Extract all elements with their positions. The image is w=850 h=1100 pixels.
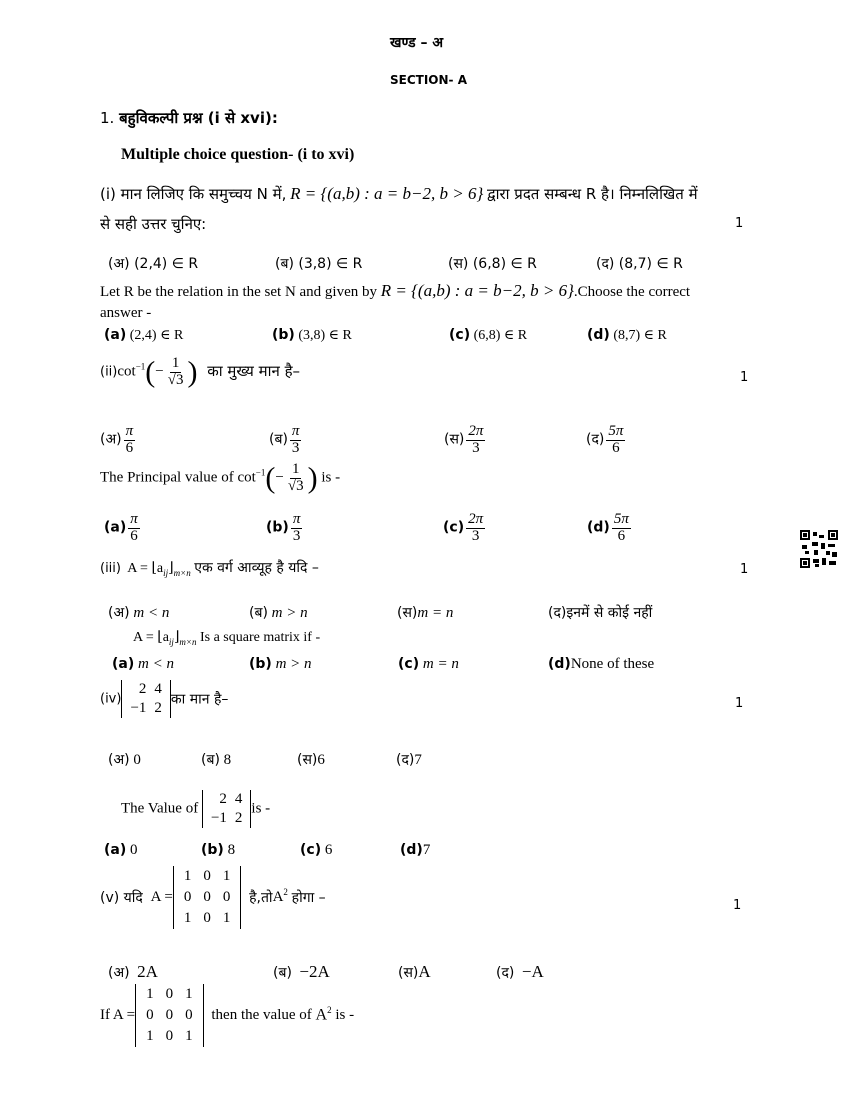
qv-hindi-option-d: (द) −A [496, 962, 544, 981]
qii-hindi-option-c: (स) $\frac{2\pi}{3}$ [444, 423, 484, 456]
qi-hindi-option-a: (अ) (2,4) ∈ R [108, 256, 199, 272]
qi-english-line2: answer - [100, 305, 152, 321]
hindi-heading: बहुविकल्पी प्रश्न (i से xvi): [119, 109, 278, 127]
qiv-hindi-line: (iv) 2 4 −1 2 का मान है– [100, 681, 229, 716]
qii-hindi-option-b: (ब) $\frac{\pi}{3}$ [269, 423, 300, 456]
qv-english-line: If A = 1 0 1 0 0 0 1 0 1 then the value of $A^2$ is - [100, 984, 354, 1047]
qiv-hindi-option-d: (द)7 [396, 752, 422, 768]
question-number: 1. [100, 109, 115, 127]
qv-hindi-line: (v) यदि A = 1 0 1 0 0 0 1 0 1 $है,तोA^2$ होगा – [100, 866, 326, 929]
qiv-determinant: 2 4 −1 2 [121, 680, 170, 718]
section-hindi-title: खण्ड – अ [390, 35, 444, 51]
qi-english-option-a: (a) (2,4) ∈ R [104, 327, 184, 343]
qiii-english-option-d: (d)None of these [548, 656, 655, 672]
qi-hindi-option-b: (ब) (3,8) ∈ R [275, 256, 363, 272]
qv-english-matrix: 1 0 1 0 0 0 1 0 1 [135, 984, 204, 1047]
qii-marks: 1 [740, 370, 749, 385]
qiii-english-option-a: (a) m < n [112, 656, 174, 672]
qiv-english-option-d: (d)7 [400, 842, 431, 858]
qv-hindi-option-b: (ब) −2A [273, 962, 330, 981]
english-heading: Multiple choice question- (i to xvi) [121, 146, 355, 163]
qi-hindi-option-d: (द) (8,7) ∈ R [596, 256, 683, 272]
qiv-hindi-option-c: (स)6 [297, 752, 325, 768]
qi-hindi-line2: से सही उत्तर चुनिए: [100, 215, 207, 233]
qi-english-line1: Let R be the relation in the set N and given by R = {(a,b) : a = b−2, b > 6}.Choose the correct [100, 281, 691, 300]
qi-marks: 1 [735, 216, 744, 231]
qii-hindi-option-a: (अ) $\frac{\pi}{6}$ [100, 423, 134, 456]
qiii-english-option-c: (c) m = n [398, 656, 459, 672]
qiii-english-line: $A = ⌊a_{ij}⌋_{m\times n}$ Is a square matrix if - [133, 630, 321, 647]
qiv-english-line: The Value of 2 4 −1 2 is - [121, 791, 271, 826]
qi-english-option-d: (d) (8,7) ∈ R [587, 327, 667, 343]
qiii-hindi-option-d: (द)इनमें से कोई नहीं [548, 605, 653, 621]
qv-marks: 1 [733, 898, 742, 913]
qi-relation: R = {(a,b) : a = b−2, b > 6} [290, 184, 484, 203]
qiii-marks: 1 [740, 562, 749, 577]
qi-english-option-b: (b) (3,8) ∈ R [272, 327, 352, 343]
qiv-english-determinant: 2 4 −1 2 [202, 790, 251, 828]
qii-fraction: $\frac{1}{√3}$ [167, 355, 184, 388]
qi-english-option-c: (c) (6,8) ∈ R [449, 327, 528, 343]
qiv-english-option-a: (a) 0 [104, 842, 138, 858]
qiv-marks: 1 [735, 696, 744, 711]
qv-hindi-option-c: (स)A [398, 962, 431, 981]
qr-code [800, 530, 838, 568]
section-title: SECTION- A [390, 73, 467, 87]
qiv-english-option-c: (c) 6 [300, 842, 333, 858]
qiii-hindi-option-b: (ब) m > n [249, 605, 308, 621]
question-1-heading [100, 108, 278, 128]
qii-english-option-a: (a) $\frac{\pi}{6}$ [104, 511, 138, 544]
qii-english-option-d: (d) $\frac{5\pi}{6}$ [587, 511, 629, 544]
qv-hindi-option-a: (अ) 2A [108, 962, 158, 981]
qiii-hindi-option-c: (स)m = n [397, 605, 454, 621]
qi-hindi-line1: (i) मान लिजिए कि समुच्चय N में, R = {(a,b) : a = b−2, b > 6} द्वारा प्रदत सम्बन्ध R है। निम्नलिखित में [100, 184, 698, 203]
qii-english-option-b: (b) $\frac{\pi}{3}$ [266, 511, 301, 544]
qiv-english-option-b: (b) 8 [201, 842, 236, 858]
qiv-hindi-option-a: (अ) 0 [108, 752, 141, 768]
qiii-hindi-option-a: (अ) m < n [108, 605, 170, 621]
qi-hindi-option-c: (स) (6,8) ∈ R [448, 256, 537, 272]
qii-english-line: The Principal value of $\cot^{-1}(-$ $\frac{1}{√3}$ ) is - [100, 461, 341, 495]
qiv-hindi-option-b: (ब) 8 [201, 752, 232, 768]
qiii-english-option-b: (b) m > n [249, 656, 312, 672]
qii-hindi-line: $(ii)\cot^{-1}(-$ $\frac{1}{√3}$ ) का मुख्य मान है– [100, 355, 301, 389]
qv-matrix: 1 0 1 0 0 0 1 0 1 [173, 866, 242, 929]
qii-hindi-option-d: (द) $\frac{5\pi}{6}$ [586, 423, 624, 456]
qiii-hindi-line: (iii) $A = ⌊a_{ij}⌋_{m\times n}$ एक वर्ग आव्यूह है यदि – [100, 560, 319, 578]
qii-english-option-c: (c) $\frac{2\pi}{3}$ [443, 511, 484, 544]
